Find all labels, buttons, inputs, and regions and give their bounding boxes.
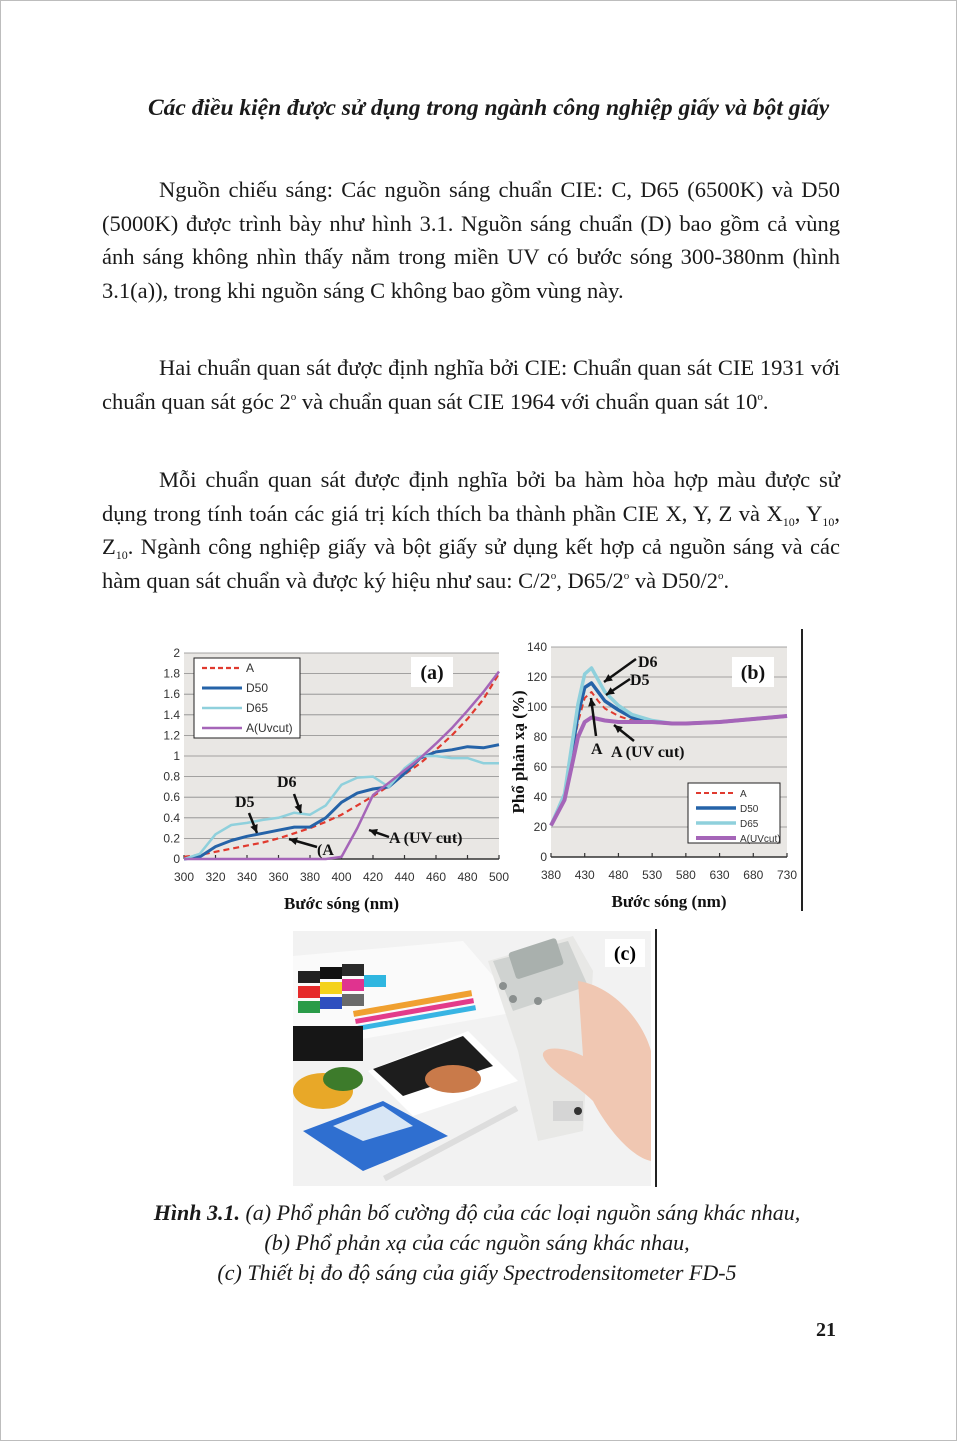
text-run: , Z — [102, 500, 840, 559]
y-tick-label: 140 — [526, 640, 547, 654]
paragraph-text — [102, 351, 840, 418]
caption-line-1 — [97, 1198, 857, 1228]
text-run: , Y — [794, 500, 823, 526]
x-tick-label: 480 — [608, 868, 629, 882]
x-tick-label: 440 — [394, 870, 415, 884]
panel-label: (a) — [420, 662, 444, 684]
y-axis-label: Phổ phản xạ (%) — [509, 690, 528, 814]
paragraph-text — [102, 463, 840, 597]
annotation-label: A (UV cut) — [611, 744, 685, 761]
x-tick-label: 500 — [488, 870, 509, 884]
x-tick-label: 420 — [362, 870, 384, 884]
x-tick-label: 530 — [642, 868, 663, 882]
degree-mark: o — [290, 390, 297, 403]
x-tick-label: 320 — [205, 870, 226, 884]
y-tick-label: 1.8 — [163, 666, 180, 681]
legend-entry: D50 — [246, 681, 269, 695]
y-tick-label: 60 — [533, 760, 547, 774]
x-tick-label: 400 — [331, 870, 352, 884]
annotation-label: D5 — [630, 672, 650, 689]
text-run: . — [762, 388, 769, 414]
y-tick-label: 0.8 — [163, 769, 180, 784]
chart-a-spectral-power — [149, 641, 509, 921]
panel-label: (b) — [740, 662, 766, 684]
caption-line-2: (b) Phổ phản xạ của các nguồn sáng khác nhau, — [264, 1230, 690, 1255]
x-tick-label: 630 — [709, 868, 730, 882]
paragraph-color-matching — [102, 463, 840, 597]
annotation-label: (A — [317, 842, 334, 859]
text-run: Mỗi chuẩn quan sát được định nghĩa bởi ba hàm hòa hợp màu được sử dụng trong tính toán các giá trị kích thích ba thành phần CIE X, Y, Z và X — [102, 467, 840, 526]
legend-entry: A — [246, 661, 255, 675]
degree-mark: o — [623, 569, 630, 582]
chart-b-svg — [506, 631, 811, 921]
text-run: . — [723, 567, 730, 593]
legend-entry: D65 — [740, 819, 759, 830]
degree-mark: o — [550, 569, 557, 582]
degree-mark: o — [757, 390, 763, 403]
x-tick-label: 580 — [675, 868, 696, 882]
x-axis-label: Bước sóng (nm) — [611, 892, 727, 911]
y-tick-label: 0.4 — [163, 810, 180, 825]
y-tick-label: 2 — [173, 646, 180, 660]
text-run: và D50/2 — [629, 567, 718, 593]
legend-entry: D50 — [740, 804, 759, 815]
panel-label-c: (c) — [613, 943, 637, 965]
y-tick-label: 1.4 — [163, 707, 180, 722]
x-tick-label: 460 — [425, 870, 447, 884]
x-tick-label: 680 — [743, 868, 764, 882]
caption-text: (a) Phổ phân bố cường độ của các loại nguồn sáng khác nhau, — [239, 1200, 801, 1225]
y-tick-label: 20 — [533, 820, 547, 834]
paragraph-illuminants — [102, 173, 840, 307]
subscript: 10 — [822, 514, 835, 529]
y-tick-label: 0.6 — [163, 790, 180, 805]
x-tick-label: 340 — [236, 870, 258, 884]
x-tick-label: 730 — [776, 868, 798, 882]
section-heading: Các điều kiện được sử dụng trong ngành công nghiệp giấy và bột giấy — [148, 95, 830, 121]
annotation-label: D5 — [235, 794, 255, 811]
x-axis-label: Bước sóng (nm) — [283, 894, 400, 913]
subscript: 10 — [115, 548, 128, 562]
figure-caption — [97, 1198, 857, 1288]
photo-illustration — [293, 931, 651, 1186]
y-tick-label: 1 — [173, 749, 180, 763]
x-tick-label: 300 — [173, 870, 195, 884]
annotation-label: A (UV cut) — [389, 830, 463, 847]
y-tick-label: 1.2 — [163, 728, 180, 743]
y-tick-label: 100 — [526, 700, 547, 714]
text-run: Hai chuẩn quan sát được định nghĩa bởi CIE: Chuẩn quan sát CIE 1931 với chuẩn quan sát góc 2 — [102, 355, 840, 414]
legend-entry: A — [740, 789, 747, 800]
y-tick-label: 0 — [540, 850, 547, 864]
annotation-label: D6 — [638, 654, 658, 671]
legend-entry: D65 — [246, 701, 269, 715]
text-run: , D65/2 — [556, 567, 624, 593]
caption-line-3: (c) Thiết bị đo độ sáng của giấy Spectrodensitometer FD-5 — [217, 1260, 737, 1285]
legend-entry: A(Uvcut) — [246, 721, 293, 735]
annotation-label: A — [591, 741, 603, 758]
x-tick-label: 430 — [574, 868, 595, 882]
annotation-label: D6 — [277, 774, 297, 791]
legend-entry: A(UVcut) — [740, 834, 781, 845]
y-tick-label: 120 — [526, 670, 547, 684]
y-tick-label: 40 — [533, 790, 547, 804]
y-tick-label: 1.6 — [163, 687, 180, 702]
photo-spectrodensitometer — [293, 931, 651, 1186]
x-tick-label: 360 — [268, 870, 289, 884]
text-run: và chuẩn quan sát CIE 1964 với chuẩn quan sát 10 — [296, 388, 758, 414]
chart-b-reflectance — [506, 631, 811, 921]
text-run: . Ngành công nghiệp giấy và bột giấy sử dụng kết hợp cả nguồn sáng và các hàm quan sát chuẩn và được ký hiệu như sau: C/2 — [102, 534, 840, 593]
caption-lead: Hình 3.1. — [153, 1200, 240, 1225]
degree-mark: o — [717, 569, 724, 582]
y-tick-label: 0 — [173, 852, 180, 866]
figure-divider-line — [655, 929, 657, 1187]
paragraph-observers — [102, 351, 840, 418]
figure-divider-line — [801, 629, 803, 911]
y-tick-label: 0.2 — [163, 831, 180, 846]
x-tick-label: 380 — [299, 870, 321, 884]
x-tick-label: 380 — [540, 868, 562, 882]
chart-a-svg — [149, 641, 509, 921]
x-tick-label: 480 — [457, 870, 478, 884]
paragraph-text: Nguồn chiếu sáng: Các nguồn sáng chuẩn CIE: C, D65 (6500K) và D50 (5000K) được trình bày như hình 3.1. Nguồn sáng chuẩn (D) bao gồm cả vùng ánh sáng không nhìn thấy nằm trong miền UV có bước sóng 300-380nm (hình 3.1(a)), trong khi nguồn sáng C không bao gồm vùng này. — [102, 177, 840, 303]
subscript: 10 — [782, 514, 795, 529]
y-tick-label: 80 — [533, 730, 547, 744]
page-number: 21 — [816, 1319, 836, 1341]
